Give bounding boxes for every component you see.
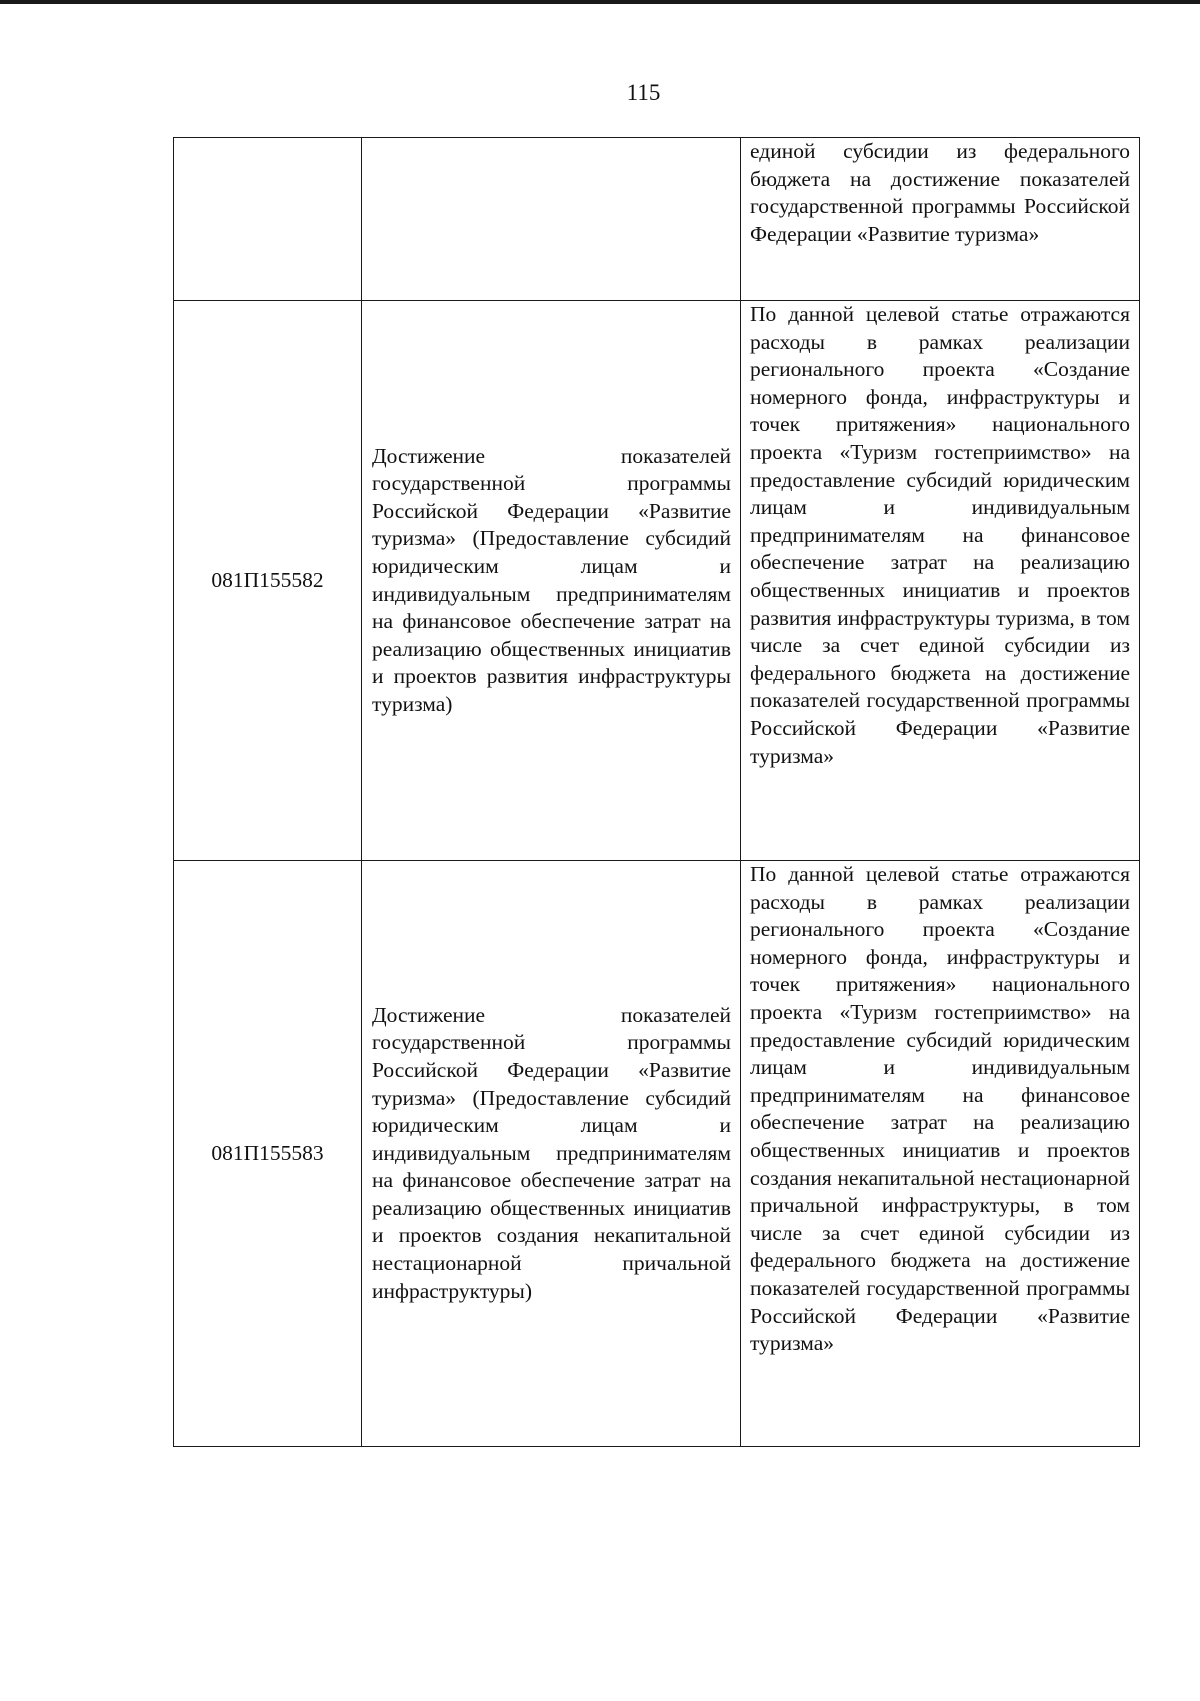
scan-top-edge: [0, 0, 1200, 4]
name-cell: Достижение показателей государственной программы Российской Федерации «Развитие туризма» (Предоставление субсидий юридическим лицам и индивидуальным предпринимателям на финансовое обеспечение затрат на реализацию общественных инициатив и проектов развития инфраструктуры туризма): [362, 301, 741, 861]
table-row: [174, 138, 1140, 301]
description-cell: По данной целевой статье отражаются расходы в рамках реализации регионального проекта «Создание номерного фонда, инфраструктуры и точек притяжения» национального проекта «Туризм гостеприимство» на предоставление субсидий юридическим лицам и индивидуальным предпринимателям на финансовое обеспечение затрат на реализацию общественных инициатив и проектов развития инфраструктуры туризма, в том числе за счет единой субсидии из федерального бюджета на достижение показателей государственной программы Российской Федерации «Развитие туризма»: [741, 301, 1140, 861]
code-cell: [174, 138, 362, 301]
description-cell: По данной целевой статье отражаются расходы в рамках реализации регионального проекта «Создание номерного фонда, инфраструктуры и точек притяжения» национального проекта «Туризм гостеприимство» на предоставление субсидий юридическим лицам и индивидуальным предпринимателям на финансовое обеспечение затрат на реализацию общественных инициатив и проектов создания некапитальной нестационарной причальной инфраструктуры, в том числе за счет единой субсидии из федерального бюджета на достижение показателей государственной программы Российской Федерации «Развитие туризма»: [741, 861, 1140, 1447]
name-cell: [362, 138, 741, 301]
name-cell: Достижение показателей государственной программы Российской Федерации «Развитие туризма» (Предоставление субсидий юридическим лицам и индивидуальным предпринимателям на финансовое обеспечение затрат на реализацию общественных инициатив и проектов создания некапитальной нестационарной причальной инфраструктуры): [362, 861, 741, 1447]
target-article-table: [173, 137, 1140, 1447]
code-cell: 081П155582: [174, 301, 362, 861]
description-cell: единой субсидии из федерального бюджета на достижение показателей государственной программы Российской Федерации «Развитие туризма»: [741, 138, 1140, 301]
table-row: [174, 861, 1140, 1447]
table-row: [174, 301, 1140, 861]
page-number: 115: [626, 80, 661, 105]
code-cell: 081П155583: [174, 861, 362, 1447]
